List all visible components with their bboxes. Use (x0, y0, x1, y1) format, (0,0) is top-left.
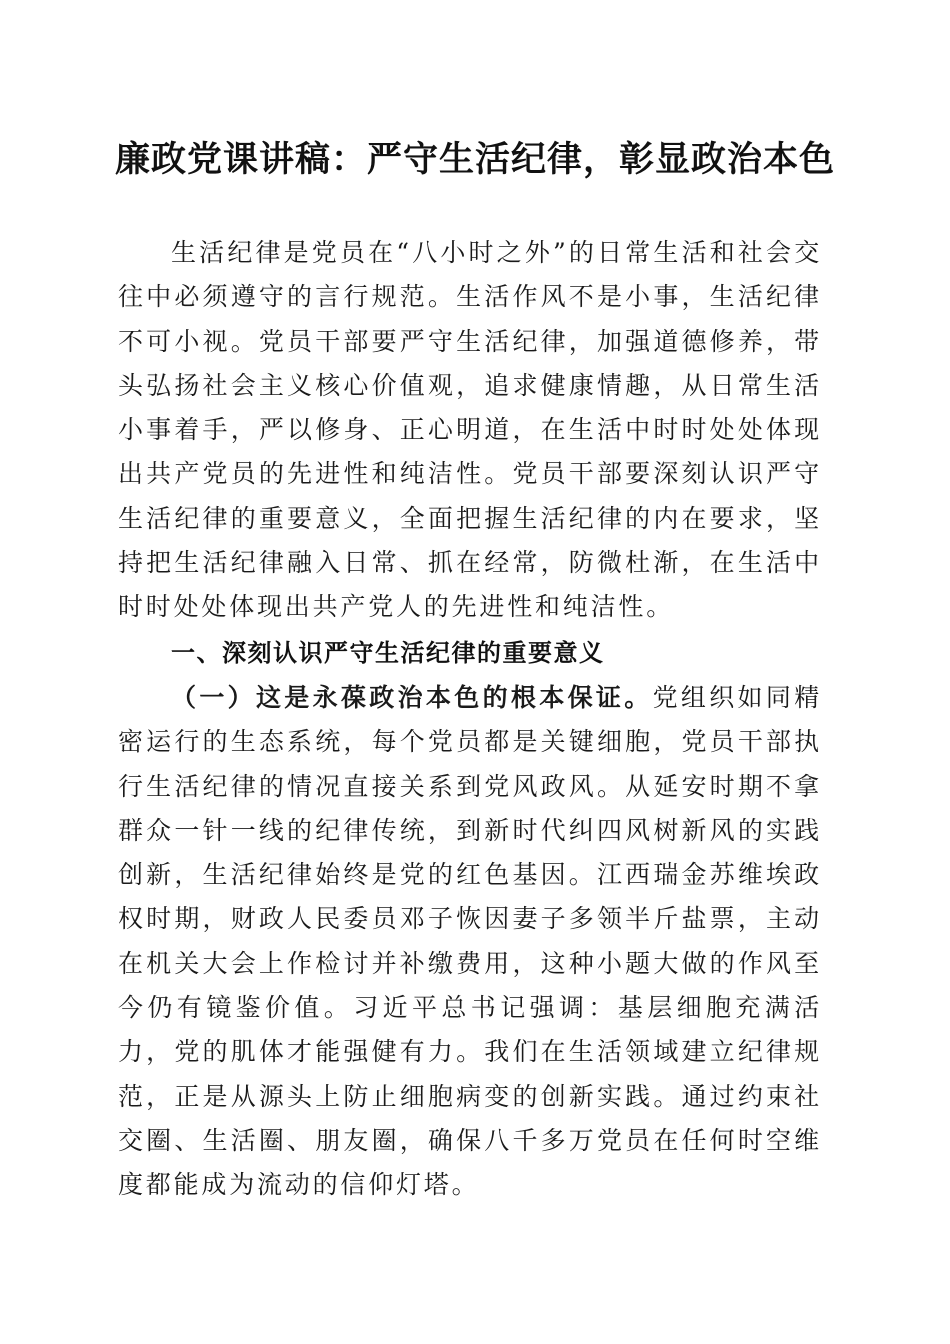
subsection-text: 党组织如同精密运行的生态系统，每个党员都是关键细胞，党员干部执行生活纪律的情况直接关系到党风政风。从延安时期不拿群众一针一线的纪律传统，到新时代纠四风树新风的实践创新，生活纪律始终是党的红色基因。江西瑞金苏维埃政权时期，财政人民委员邓子恢因妻子多领半斤盐票，主动在机关大会上作检讨并补缴费用，这种小题大做的作风至今仍有镜鉴价值。习近平总书记强调：基层细胞充满活力，党的肌体才能强健有力。我们在生活领域建立纪律规范，正是从源头上防止细胞病变的创新实践。通过约束社交圈、生活圈、朋友圈，确保八千多万党员在任何时空维度都能成为流动的信仰灯塔。 (118, 683, 822, 1200)
intro-paragraph: 生活纪律是党员在“八小时之外”的日常生活和社会交往中必须遵守的言行规范。生活作风不是小事，生活纪律不可小视。党员干部要严守生活纪律，加强道德修养，带头弘扬社会主义核心价值观，追求健康情趣，从日常生活小事着手，严以修身、正心明道，在生活中时时处处体现出共产党员的先进性和纯洁性。党员干部要深刻认识严守生活纪律的重要意义，全面把握生活纪律的内在要求，坚持把生活纪律融入日常、抓在经常，防微杜渐，在生活中时时处处体现出共产党人的先进性和纯洁性。 (118, 238, 822, 622)
section-heading: 一、深刻认识严守生活纪律的重要意义 (171, 639, 605, 667)
subsection-heading: （一）这是永葆政治本色的根本保证。 (171, 683, 653, 712)
subsection-paragraph (118, 676, 822, 1208)
document-title: 廉政党课讲稿：严守生活纪律，彰显政治本色 (114, 139, 835, 180)
